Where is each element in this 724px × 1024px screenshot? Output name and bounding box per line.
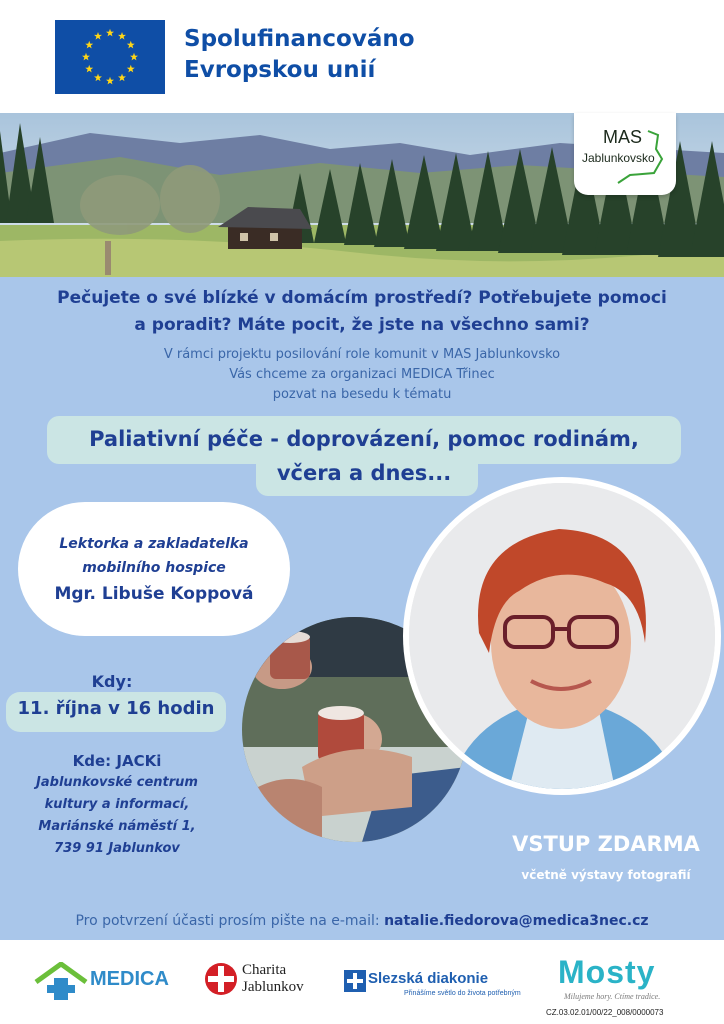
intro-text-line-3: pozvat na besedu k tématu bbox=[272, 387, 452, 402]
where-line-4: 739 91 Jablunkov bbox=[54, 841, 180, 856]
confirm-prefix: Pro potvrzení účasti prosím pište na e-mail: bbox=[75, 913, 380, 929]
mas-jablunkovsko-logo bbox=[574, 113, 676, 195]
medica-logo-text: MEDICA bbox=[90, 968, 169, 990]
slezska-diakonie-icon bbox=[344, 970, 366, 992]
eu-stars bbox=[55, 20, 165, 94]
speaker-role bbox=[18, 532, 290, 580]
free-entry-subtitle: včetně výstavy fotografií bbox=[521, 868, 691, 882]
mosty-tagline: Milujeme hory. Ctíme tradice. bbox=[564, 992, 661, 1001]
speaker-role-line-2: mobilního hospice bbox=[82, 560, 226, 576]
intro-question-line-1: Pečujete o své blízké v domácím prostředí? Potřebujete pomoci bbox=[57, 288, 667, 308]
speaker-card bbox=[18, 502, 290, 636]
eu-cofinanced-text bbox=[184, 24, 415, 86]
intro-text bbox=[20, 345, 704, 405]
charita-line-2: Jablunkov bbox=[242, 979, 304, 995]
where-label: Kde: JACKi bbox=[72, 752, 162, 770]
speaker-portrait-photo bbox=[409, 483, 715, 789]
mas-title: MAS bbox=[603, 127, 643, 147]
when-label: Kdy: bbox=[91, 672, 133, 691]
where-line-2: kultury a informací, bbox=[44, 797, 190, 812]
eu-flag-icon bbox=[55, 20, 165, 94]
slezska-logo-text: Slezská diakonie bbox=[368, 970, 489, 987]
charita-cross-icon bbox=[204, 962, 238, 996]
charita-line-1: Charita bbox=[242, 962, 287, 978]
intro-question-line-2: a poradit? Máte pocit, že jste na všechno sami? bbox=[134, 315, 590, 335]
free-entry-title: VSTUP ZDARMA bbox=[512, 832, 700, 856]
registration-code: CZ.03.02.01/00/22_008/0000073 bbox=[546, 1008, 664, 1017]
topic-line-2: včera a dnes... bbox=[276, 461, 452, 485]
where-line-3: Mariánské náměstí 1, bbox=[38, 819, 196, 834]
intro-question bbox=[20, 285, 704, 339]
confirm-email[interactable]: natalie.fiedorova@medica3nec.cz bbox=[384, 913, 649, 929]
intro-text-line-1: V rámci projektu posilování role komunit v MAS Jablunkovsko bbox=[163, 347, 561, 362]
slezska-tagline: Přinášíme světlo do života potřebným bbox=[404, 990, 521, 997]
charita-logo-text bbox=[242, 962, 304, 996]
speaker-role-line-1: Lektorka a zakladatelka bbox=[59, 536, 249, 552]
eu-line-1: Spolufinancováno bbox=[184, 26, 415, 52]
confirm-attendance bbox=[0, 913, 724, 929]
eu-line-2: Evropskou unií bbox=[184, 57, 376, 83]
topic-line-1: Paliativní péče - doprovázení, pomoc rodinám, bbox=[89, 427, 639, 451]
intro-text-line-2: Vás chceme za organizaci MEDICA Třinec bbox=[229, 367, 495, 382]
speaker-name: Mgr. Libuše Koppová bbox=[54, 584, 254, 604]
mosty-logo-text: Mosty bbox=[558, 954, 656, 990]
when-value: 11. října v 16 hodin bbox=[17, 698, 215, 719]
mas-subtitle: Jablunkovsko bbox=[582, 151, 655, 165]
where-line-1: Jablunkovské centrum bbox=[36, 775, 198, 790]
medica-house-icon bbox=[34, 962, 88, 1002]
where-block bbox=[6, 750, 228, 860]
